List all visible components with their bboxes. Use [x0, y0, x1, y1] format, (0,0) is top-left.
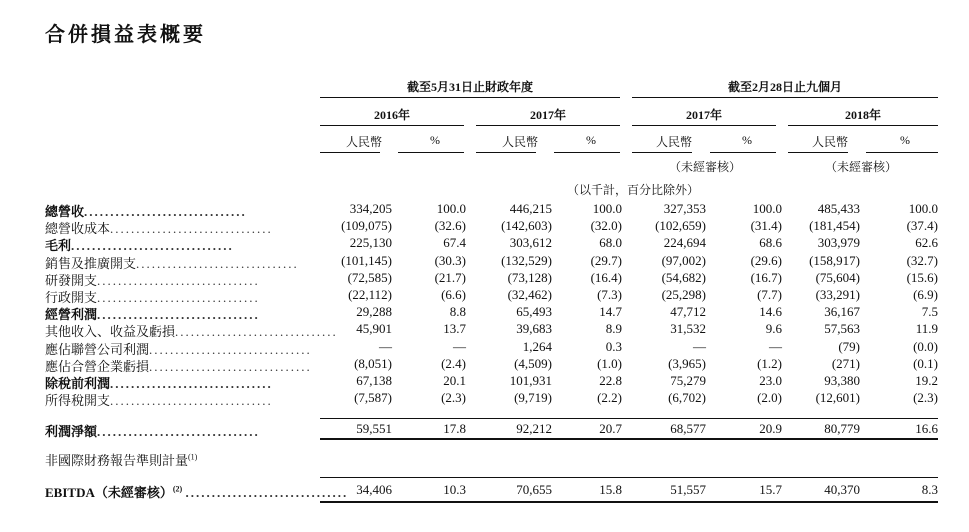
table-cell: (102,659): [655, 218, 706, 234]
table-cell: (7,587): [354, 390, 392, 406]
row-label-text: 其他收入、收益及虧損: [45, 324, 176, 340]
leader-dots: ...............................: [185, 485, 349, 500]
table-cell: 7.5: [921, 304, 938, 320]
row-label-text: 總營收成本: [45, 221, 111, 237]
table-cell: 67.4: [443, 235, 466, 251]
year-2017-fy: 2017年: [529, 108, 566, 122]
row-label-text: 行政開支: [45, 290, 98, 305]
sub-rule: [398, 152, 464, 153]
row-label-text: 研發開支: [45, 272, 98, 288]
year-rule-4: [788, 125, 938, 126]
table-cell: 75,279: [670, 373, 706, 388]
footnote-marker: (1): [188, 452, 198, 462]
pct-label: %: [586, 133, 596, 147]
table-cell: (31.4): [750, 218, 782, 234]
table-cell: 80,779: [824, 421, 860, 436]
table-cell: (73,128): [507, 269, 552, 285]
leader-dots: ...............................: [84, 204, 247, 219]
table-cell: 446,215: [509, 201, 552, 216]
sub-rule: [632, 152, 692, 153]
table-cell: 36,167: [824, 304, 860, 320]
table-cell: 100.0: [592, 201, 622, 216]
table-cell: 39,683: [516, 321, 552, 337]
table-cell: (32.0): [590, 218, 622, 234]
table-cell: (1.2): [757, 355, 782, 371]
row-label-text: 應佔合營企業虧損: [45, 358, 150, 374]
ebitda-rule-top: [320, 477, 938, 478]
table-cell: 14.6: [759, 304, 782, 320]
table-cell: (3,965): [668, 355, 706, 371]
ebitda-cell: 15.7: [759, 482, 782, 497]
sub-rule: [476, 152, 536, 153]
table-cell: (2.3): [913, 390, 938, 406]
table-cell: 13.7: [443, 321, 466, 337]
period-nine-months: 截至2月28日止九個月: [727, 80, 842, 94]
table-cell: —: [693, 338, 706, 354]
period-rule-right: [632, 97, 938, 98]
table-cell: (12,601): [815, 390, 860, 406]
leader-dots: ...............................: [97, 424, 260, 439]
period-rule-left: [320, 97, 620, 98]
pct-label: %: [900, 133, 910, 147]
table-cell: 8.9: [605, 321, 622, 337]
table-cell: (2.2): [597, 390, 622, 406]
table-cell: (25,298): [661, 287, 706, 302]
table-cell: 31,532: [670, 321, 706, 337]
table-cell: (142,603): [501, 218, 552, 234]
table-cell: 68.0: [599, 235, 622, 251]
leader-dots: ...............................: [97, 272, 260, 288]
row-label: [45, 270, 315, 289]
ebitda-cell: 8.3: [921, 482, 938, 497]
leader-dots: ...............................: [136, 255, 299, 271]
table-cell: 93,380: [824, 373, 860, 388]
row-label: [45, 218, 315, 237]
table-cell: 0.3: [605, 338, 622, 354]
sub-rule: [554, 152, 620, 153]
table-cell: (22,112): [348, 287, 392, 302]
table-cell: 225,130: [349, 235, 392, 251]
table-cell: (30.3): [434, 252, 466, 268]
ebitda-cell: 15.8: [599, 482, 622, 497]
table-cell: 303,979: [817, 235, 860, 251]
row-label-text: 所得稅開支: [45, 393, 111, 409]
table-cell: (29.7): [590, 252, 622, 268]
table-cell: (6.9): [913, 287, 938, 302]
table-cell: 92,212: [516, 421, 552, 436]
table-cell: 68.6: [759, 235, 782, 251]
row-label: [45, 235, 315, 254]
currency-label: 人民幣: [501, 135, 538, 149]
row-label-text: 總營收: [45, 204, 85, 219]
table-cell: 29,288: [356, 304, 392, 320]
ebitda-label: [45, 482, 349, 501]
ebitda-cell: 70,655: [516, 482, 552, 497]
table-cell: (2.0): [757, 390, 782, 406]
table-cell: (16.7): [750, 269, 782, 285]
sub-rule: [710, 152, 776, 153]
table-cell: (72,585): [347, 269, 392, 285]
year-rule-2: [476, 125, 620, 126]
row-label: [45, 304, 315, 323]
table-cell: (158,917): [809, 252, 860, 268]
table-cell: 67,138: [356, 373, 392, 388]
year-2018-9m: 2018年: [844, 108, 881, 122]
table-cell: (2.4): [441, 355, 466, 371]
table-cell: 20.9: [759, 421, 782, 436]
leader-dots: ...............................: [149, 358, 312, 374]
row-label-text: 經營利潤: [45, 307, 98, 323]
table-cell: 11.9: [915, 321, 938, 337]
table-cell: 327,353: [663, 201, 706, 216]
ebitda-rule-bottom: [320, 501, 938, 503]
row-label: [45, 373, 315, 392]
table-cell: (16.4): [590, 269, 622, 285]
currency-label: 人民幣: [811, 135, 848, 149]
row-label: [45, 390, 315, 409]
currency-label: 人民幣: [655, 135, 692, 149]
year-rule-3: [632, 125, 776, 126]
table-cell: (101,145): [341, 252, 392, 268]
page-title: 合併損益表概要: [45, 22, 206, 46]
table-cell: (132,529): [501, 252, 552, 268]
table-cell: (109,075): [341, 218, 392, 234]
sub-rule: [866, 152, 938, 153]
ebitda-cell: 51,557: [670, 482, 706, 497]
table-cell: 14.7: [599, 304, 622, 320]
ebitda-text: EBITDA（未經審核）: [45, 485, 173, 500]
leader-dots: ...............................: [149, 341, 312, 357]
table-cell: (32.6): [434, 218, 466, 234]
total-rule-top: [320, 418, 938, 419]
table-cell: (8,051): [354, 355, 392, 371]
table-cell: —: [453, 338, 466, 354]
table-cell: 62.6: [915, 235, 938, 251]
table-cell: (2.3): [441, 390, 466, 406]
table-cell: 9.6: [765, 321, 782, 337]
table-cell: (21.7): [434, 269, 466, 285]
sub-rule: [788, 152, 848, 153]
leader-dots: ...............................: [97, 307, 260, 323]
table-cell: (97,002): [661, 252, 706, 268]
table-cell: (0.1): [913, 355, 938, 371]
period-fiscal-year: 截至5月31日止財政年度: [406, 80, 533, 94]
table-cell: (15.6): [906, 269, 938, 285]
table-cell: 59,551: [356, 421, 392, 436]
non-ifrs-label: [45, 450, 197, 469]
pct-label: %: [430, 133, 440, 147]
ebitda-cell: 40,370: [824, 482, 860, 497]
leader-dots: ...............................: [97, 290, 260, 305]
table-cell: (6,702): [668, 390, 706, 406]
table-cell: 303,612: [509, 235, 552, 251]
row-label: [45, 421, 315, 440]
unaudited-label: （未經審核）: [668, 160, 741, 174]
year-2017-9m: 2017年: [685, 108, 722, 122]
table-cell: (7.3): [597, 287, 622, 302]
table-cell: 68,577: [670, 421, 706, 436]
table-cell: 16.6: [915, 421, 938, 436]
ebitda-cell: 34,406: [356, 482, 392, 497]
row-label-text: 毛利: [45, 238, 72, 254]
table-cell: 20.7: [599, 421, 622, 436]
table-cell: 8.8: [449, 304, 466, 320]
table-cell: (9,719): [514, 390, 552, 406]
table-cell: (181,454): [809, 218, 860, 234]
table-cell: 23.0: [759, 373, 782, 388]
pct-label: %: [742, 133, 752, 147]
non-ifrs-text: 非國際財務報告準則計量: [45, 453, 189, 468]
table-cell: 65,493: [516, 304, 552, 320]
row-label: [45, 356, 315, 375]
year-rule-1: [320, 125, 464, 126]
year-2016: 2016年: [373, 108, 410, 122]
table-cell: 19.2: [915, 373, 938, 388]
table-cell: 100.0: [436, 201, 466, 216]
table-cell: (75,604): [815, 269, 860, 285]
table-cell: 20.1: [443, 373, 466, 388]
table-cell: (4,509): [514, 355, 552, 371]
table-cell: (1.0): [597, 355, 622, 371]
table-cell: (54,682): [661, 269, 706, 285]
table-cell: 22.8: [599, 373, 622, 388]
units-note: （以千計，百分比除外）: [566, 183, 699, 197]
table-cell: (33,291): [815, 287, 860, 302]
table-cell: (7.7): [757, 287, 782, 302]
table-cell: 100.0: [908, 201, 938, 216]
leader-dots: ...............................: [175, 324, 338, 340]
row-label: [45, 287, 315, 306]
row-label: [45, 339, 315, 358]
table-cell: (271): [831, 355, 860, 371]
leader-dots: ...............................: [110, 376, 273, 391]
table-cell: (32.7): [906, 252, 938, 268]
table-cell: (6.6): [441, 287, 466, 302]
currency-label: 人民幣: [345, 135, 382, 149]
sub-rule: [320, 152, 380, 153]
row-label-text: 利潤淨額: [45, 424, 98, 439]
table-cell: (32,462): [507, 287, 552, 302]
leader-dots: ...............................: [110, 221, 273, 237]
table-cell: 101,931: [509, 373, 552, 388]
table-cell: (29.6): [750, 252, 782, 268]
row-label: [45, 253, 315, 272]
row-label: [45, 201, 315, 220]
row-label: [45, 321, 338, 340]
table-cell: 485,433: [817, 201, 860, 216]
leader-dots: ...............................: [71, 238, 234, 254]
table-cell: 45,901: [356, 321, 392, 337]
total-rule-bottom: [320, 438, 938, 440]
table-cell: 47,712: [670, 304, 706, 320]
ebitda-cell: 10.3: [443, 482, 466, 497]
row-label-text: 除稅前利潤: [45, 376, 111, 391]
unaudited-label: （未經審核）: [824, 160, 897, 174]
table-cell: (0.0): [913, 338, 938, 354]
footnote-marker: (2): [172, 484, 183, 494]
table-cell: 17.8: [443, 421, 466, 436]
table-cell: 224,694: [663, 235, 706, 251]
table-cell: (79): [838, 338, 860, 354]
row-label-text: 應佔聯營公司利潤: [45, 341, 150, 357]
table-cell: 334,205: [349, 201, 392, 216]
table-cell: 57,563: [824, 321, 860, 337]
table-cell: 1,264: [522, 338, 552, 354]
table-cell: —: [769, 338, 782, 354]
table-cell: (37.4): [906, 218, 938, 234]
table-cell: 100.0: [752, 201, 782, 216]
row-label-text: 銷售及推廣開支: [45, 255, 137, 271]
leader-dots: ...............................: [110, 393, 273, 409]
table-cell: —: [379, 338, 392, 354]
